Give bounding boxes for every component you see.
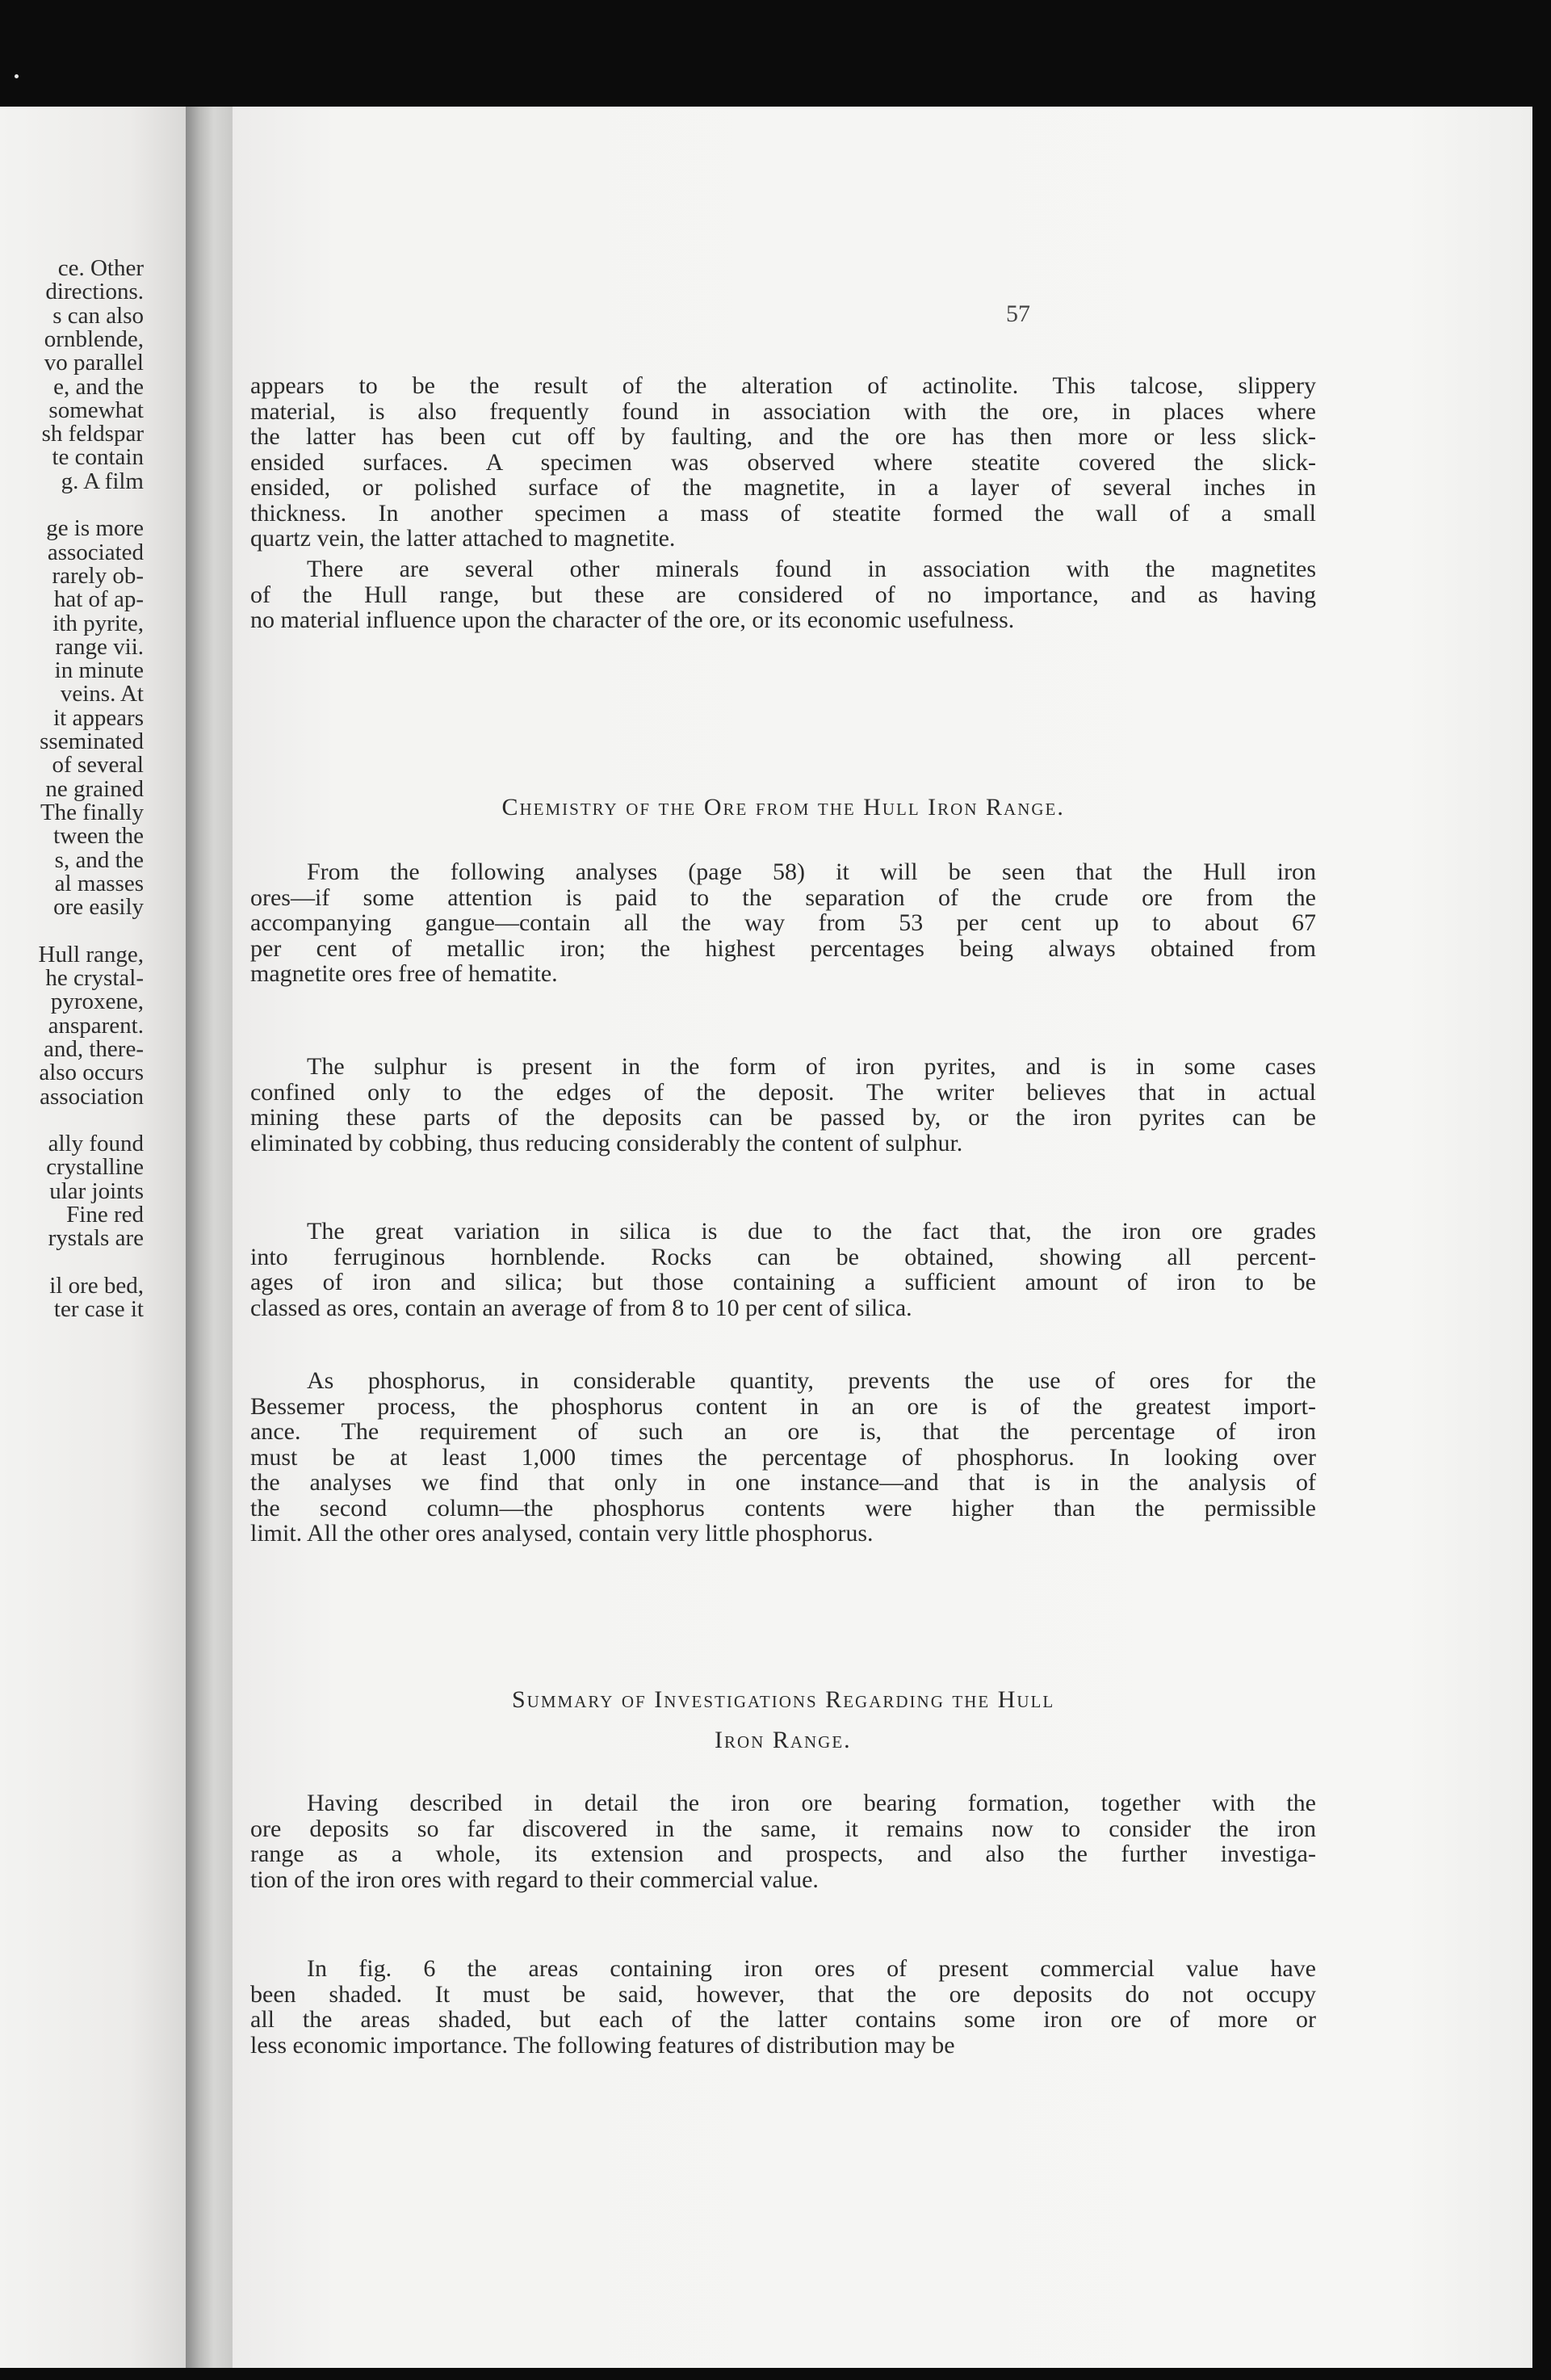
text-line: no material influence upon the character of the ore, or its economic usefulness. [250, 607, 1015, 633]
left-page-line: ally found [48, 1131, 144, 1157]
left-page-line: associated [47, 539, 144, 565]
left-page-line: ce. Other [57, 255, 144, 281]
text-line: In fig. 6 the areas containing iron ores of present commercial value have [307, 1955, 1316, 1982]
text-line: eliminated by cobbing, thus reducing considerably the content of sulphur. [250, 1129, 963, 1156]
text-line: mining these parts of the deposits can be passed by, or the iron pyrites can be [250, 1104, 1316, 1131]
left-page-line: also occurs [39, 1060, 144, 1086]
left-page-fragment [0, 107, 186, 2368]
left-page-line: e, and the [53, 373, 144, 400]
left-page-line: ansparent. [48, 1012, 144, 1039]
section-heading: Chemistry of the Ore from the Hull Iron Range. [501, 794, 1065, 821]
left-page-line: directions. [45, 279, 144, 305]
left-page-line: hat of ap- [53, 586, 144, 613]
text-line: ensided surfaces. A specimen was observed where steatite covered the slick- [250, 448, 1316, 476]
text-line: Bessemer process, the phosphorus content in an ore is of the greatest import- [250, 1392, 1316, 1420]
text-line: tion of the iron ores with regard to their commercial value. [250, 1866, 819, 1893]
left-page-line: tween the [53, 823, 144, 850]
left-page-line: vo parallel [44, 350, 144, 376]
text-line: range as a whole, its extension and prospects, and also the further investiga- [250, 1841, 1316, 1867]
left-page-line: sh feldspar [41, 421, 144, 447]
left-page-line: ular joints [49, 1177, 144, 1204]
main-page [233, 107, 1532, 2368]
text-line: into ferruginous hornblende. Rocks can be obtained, showing all percent- [250, 1243, 1316, 1270]
left-page-line: te contain [52, 444, 144, 471]
text-line: magnetite ores free of hematite. [250, 960, 558, 987]
text-line: From the following analyses (page 58) it will be seen that the Hull iron [307, 858, 1316, 885]
left-page-line: rystals are [48, 1225, 144, 1252]
text-line: There are several other minerals found in association with the magnetites [307, 556, 1316, 582]
text-line: the second column—the phosphorus contents were higher than the permissible [250, 1494, 1316, 1522]
left-page-line: and, there- [44, 1035, 144, 1062]
text-line: been shaded. It must be said, however, that the ore deposits do not occupy [250, 1980, 1316, 2008]
left-page-line: association [40, 1083, 144, 1110]
left-page-line: s can also [52, 302, 144, 329]
left-page-line: sseminated [40, 728, 144, 754]
left-page-line: ge is more [46, 515, 144, 542]
left-page-line: he crystal- [45, 965, 144, 991]
left-page-line: s, and the [54, 846, 144, 873]
left-page-line: ornblende, [44, 325, 144, 352]
text-line: of the Hull range, but these are considered of no importance, and as having [250, 581, 1316, 608]
text-line: material, is also frequently found in association with the ore, in places where [250, 397, 1316, 425]
text-line: accompanying gangue—contain all the way from 53 per cent up to about 67 [250, 909, 1316, 936]
text-line: confined only to the edges of the deposit. The writer believes that in actual [250, 1078, 1316, 1106]
text-line: ore deposits so far discovered in the same, it remains now to consider the iron [250, 1815, 1316, 1842]
left-page-line: g. A film [61, 468, 144, 494]
section-heading: Summary of Investigations Regarding the Hull [512, 1686, 1055, 1713]
text-line: The great variation in silica is due to the fact that, the iron ore grades [307, 1218, 1316, 1245]
text-line: quartz vein, the latter attached to magnetite. [250, 525, 676, 552]
text-line: The sulphur is present in the form of iron pyrites, and is in some cases [307, 1053, 1316, 1080]
left-page-line: of several [52, 752, 144, 779]
text-line: all the areas shaded, but each of the latter contains some iron ore of more or [250, 2006, 1316, 2033]
page-number: 57 [1006, 300, 1030, 327]
left-page-line: veins. At [60, 681, 144, 707]
left-page-line: The finally [40, 799, 144, 825]
left-page-line: ne grained [45, 775, 144, 802]
text-line: appears to be the result of the alteration of actinolite. This talcose, slippery [250, 372, 1316, 399]
left-page-line: ter case it [53, 1296, 144, 1323]
left-page-line: al masses [54, 870, 144, 896]
text-line: the analyses we find that only in one instance—and that is in the analysis of [250, 1469, 1316, 1496]
left-page-line: pyroxene, [50, 989, 144, 1015]
text-line: the latter has been cut off by faulting, and the ore has then more or less slick- [250, 423, 1316, 450]
text-line: ores—if some attention is paid to the separation of the crude ore from the [250, 884, 1316, 911]
left-page-line: range vii. [55, 633, 144, 660]
left-page-line: in minute [54, 657, 144, 684]
left-page-line: ore easily [53, 894, 144, 921]
text-line: thickness. In another specimen a mass of steatite formed the wall of a small [250, 499, 1316, 527]
text-line: ance. The requirement of such an ore is, that the percentage of iron [250, 1418, 1316, 1445]
dust-speck [15, 74, 19, 78]
text-line: ensided, or polished surface of the magnetite, in a layer of several inches in [250, 474, 1316, 501]
text-line: limit. All the other ores analysed, contain very little phosphorus. [250, 1520, 874, 1547]
left-page-line: Hull range, [38, 941, 144, 968]
text-line: ages of iron and silica; but those containing a sufficient amount of iron to be [250, 1269, 1316, 1295]
left-page-line: it appears [53, 704, 144, 731]
text-line: must be at least 1,000 times the percentage of phosphorus. In looking over [250, 1443, 1316, 1471]
section-heading: Iron Range. [715, 1727, 852, 1753]
left-page-line: ith pyrite, [52, 610, 144, 636]
left-page-line: rarely ob- [52, 562, 144, 589]
text-line: classed as ores, contain an average of from 8 to 10 per cent of silica. [250, 1294, 912, 1321]
left-page-line: somewhat [48, 397, 144, 423]
text-line: less economic importance. The following features of distribution may be [250, 2031, 955, 2059]
left-page-line: il ore bed, [49, 1272, 144, 1299]
text-line: per cent of metallic iron; the highest percentages being always obtained from [250, 934, 1316, 962]
left-page-line: Fine red [66, 1202, 144, 1228]
left-page-line: crystalline [46, 1154, 144, 1181]
text-line: As phosphorus, in considerable quantity, prevents the use of ores for the [307, 1367, 1316, 1394]
text-line: Having described in detail the iron ore bearing formation, together with the [307, 1790, 1316, 1816]
book-gutter [186, 107, 233, 2368]
